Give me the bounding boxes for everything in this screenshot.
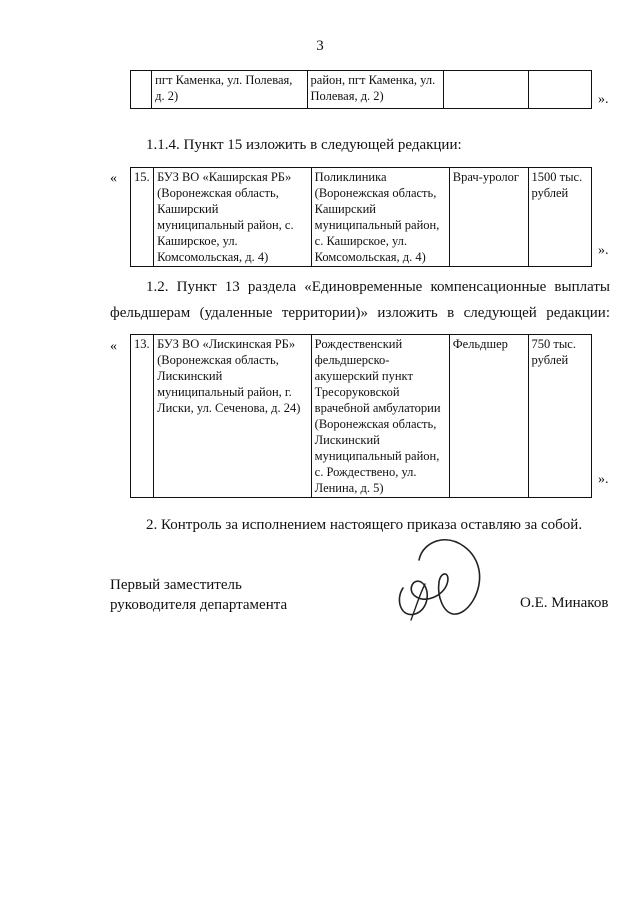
table-item-13 [130,334,592,498]
table-cell-unit: район, пгт Каменка, ул. Полевая, д. 2) [307,71,443,109]
table-cell-amount [529,71,592,109]
page-number: 3 [316,38,324,54]
table-row [131,168,592,267]
table-cell-amount: 1500 тыс. рублей [528,168,591,267]
table-cell-position: Врач-уролог [449,168,528,267]
table-cell-position [443,71,529,109]
signatory-title-line2: руководителя департамента [110,597,288,613]
signatory-name: О.Е. Минаков [520,595,609,611]
table-cell-org: БУЗ ВО «Лискинская РБ» (Воронежская область, Лискинский муниципальный район, г. Лиски, ул. Сеченова, д. 24) [154,335,312,498]
table-row [131,335,592,498]
table-cell-org: БУЗ ВО «Каширская РБ» (Воронежская область, Каширский муниципальный район, с. Каширское, ул. Комсомольская, д. 4) [154,168,312,267]
open-quote: « [110,339,117,354]
table-cell-position: Фельдшер [449,335,528,498]
close-quote: ». [598,243,609,258]
paragraph-1-1-4: 1.1.4. Пункт 15 изложить в следующей редакции: [146,137,462,153]
paragraph-1-2-line2: фельдшерам (удаленные территории)» изложить в следующей редакции: [110,305,610,321]
signatory-title [110,575,287,615]
signatory-title-line1: Первый заместитель [110,577,242,593]
table-cell-num [131,71,152,109]
close-quote: ». [598,92,609,107]
open-quote: « [110,171,117,186]
table-continuation [130,70,592,109]
table-cell-unit: Поликлиника (Воронежская область, Каширский муниципальный район, с. Каширское, ул. Комсомольская, д. 4) [311,168,449,267]
table-cell-amount: 750 тыс. рублей [528,335,591,498]
table-row [131,71,592,109]
table-cell-num: 15. [131,168,154,267]
table-cell-org: пгт Каменка, ул. Полевая, д. 2) [152,71,307,109]
close-quote: ». [598,472,609,487]
paragraph-2: 2. Контроль за исполнением настоящего приказа оставляю за собой. [146,517,583,533]
table-cell-unit: Рождественский фельдшерско-акушерский пункт Тресоруковской врачебной амбулатории (Воронежская область, Лискинский муниципальный район, с. Рождествено, ул. Ленина, д. 5) [311,335,449,498]
paragraph-1-2-line1: 1.2. Пункт 13 раздела «Единовременные компенсационные выплаты [146,279,610,295]
table-item-15 [130,167,592,267]
table-cell-num: 13. [131,335,154,498]
handwritten-signature-icon [385,530,495,630]
